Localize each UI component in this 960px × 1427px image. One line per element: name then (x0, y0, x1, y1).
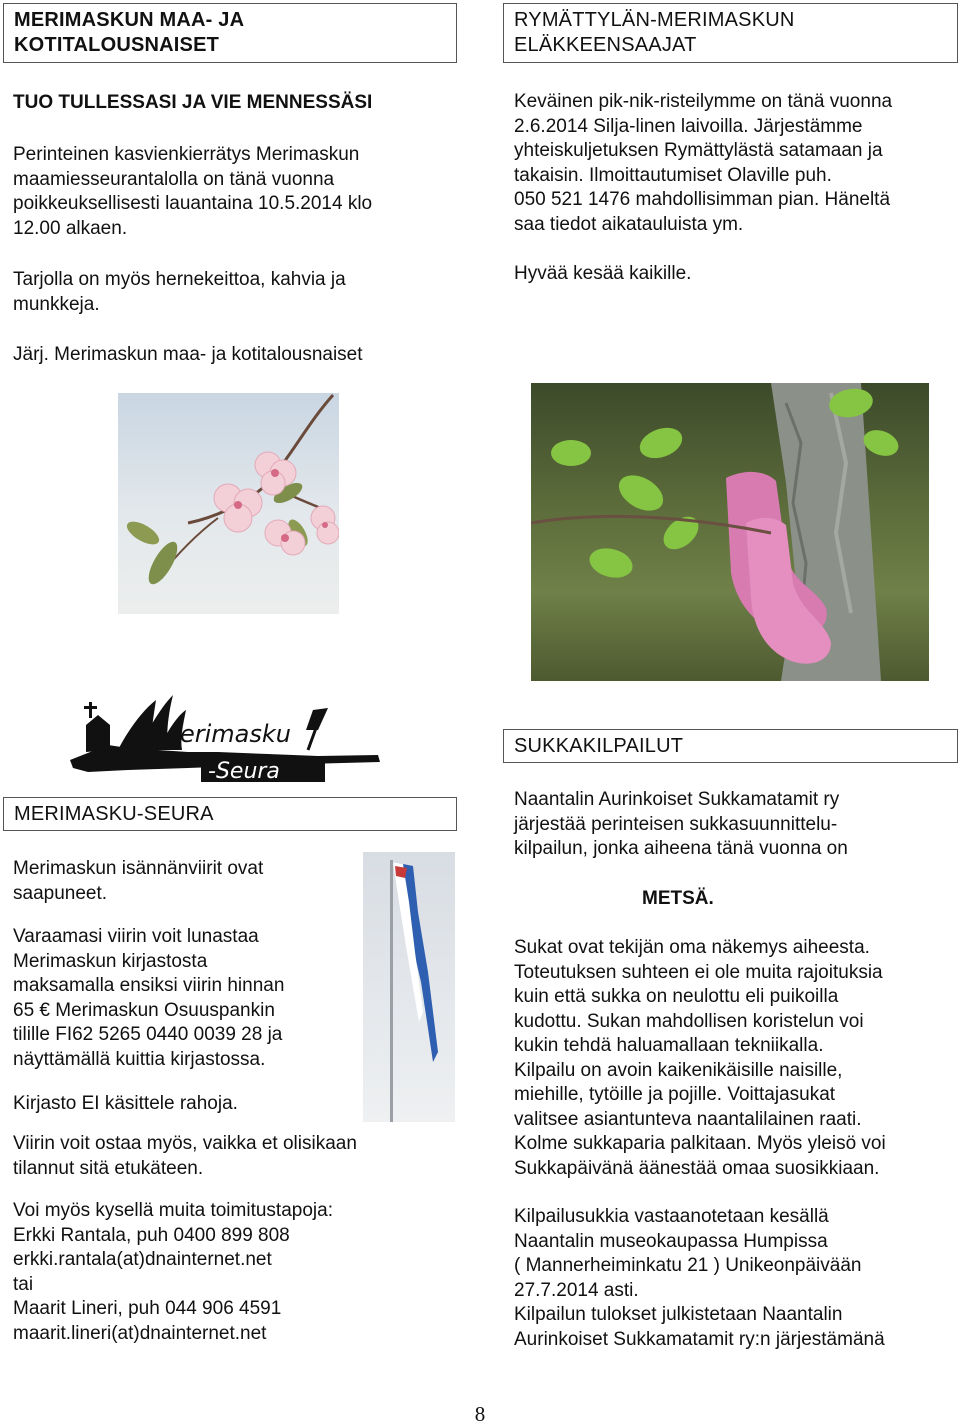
cherry-blossom-drawing (118, 393, 339, 614)
paragraph-tarjolla: Tarjolla on myös hernekeittoa, kahvia ja munkkeja. (13, 269, 346, 315)
paragraph-hyvaa-kesaa: Hyvää kesää kaikille. (514, 263, 692, 284)
email-link-erkki[interactable]: erkki.rantala(at)dnainternet.net (13, 1249, 272, 1270)
heading-line: MERIMASKU-SEURA (14, 803, 214, 825)
theme-metsa: METSÄ. (642, 888, 714, 909)
paragraph-risteily: Keväinen pik-nik-risteilymme on tänä vuonna 2.6.2014 Silja-linen laivoilla. Järjestämme yhteiskuljetuksen Rymättylästä satamaan ja takaisin. Ilmoittautumiset Olaville puh. 050 521 1476 mahdollisimman pian. Häneltä saa tiedot aikatauluista ym. (514, 91, 893, 235)
logo-text-top: erimasku (180, 720, 291, 748)
heading-line: SUKKAKILPAILUT (514, 735, 684, 757)
pennant-flag-image (363, 852, 455, 1122)
paragraph-kilpailusukkia: Kilpailusukkia vastaanotetaan kesällä Naantalin museokaupassa Humpissa ( Mannerheiminkatu 21 ) Unikeonpäivään 27.7.2014 asti. Kilpailun tulokset julkistetaan Naantalin Aurinkoiset Sukkamatamit ry:n järjestämänä (514, 1206, 885, 1350)
paragraph-isannanviirit: Merimaskun isännänviirit ovat saapuneet. (13, 858, 264, 904)
heading-line: ELÄKKEENSAAJAT (514, 34, 697, 56)
email-link-maarit[interactable]: maarit.lineri(at)dnainternet.net (13, 1322, 267, 1344)
heading-line: RYMÄTTYLÄN-MERIMASKUN (514, 9, 795, 31)
subheading-tuo-tullessasi: TUO TULLESSASI JA VIE MENNESSÄSI (13, 92, 373, 113)
knitted-socks-image (531, 383, 929, 681)
signature-jarj: Järj. Merimaskun maa- ja kotitalousnaiset (13, 344, 363, 365)
paragraph-contacts: Voi myös kysellä muita toimitustapoja: Erkki Rantala, puh 0400 899 808 erkki.rantala(at)dnainternet.net tai Maarit Lineri, puh 044 906 4591 maarit.lineri(at)dnainternet.net (13, 1199, 333, 1346)
merimasku-seura-logo (68, 690, 383, 785)
logo-text-bottom: -Seura (208, 759, 280, 784)
heading-sukkakilpailut (503, 729, 958, 763)
heading-line: MERIMASKUN MAA- JA (14, 9, 245, 31)
paragraph-sukat-ovat: Sukat ovat tekijän oma näkemys aiheesta. Toteutuksen suhteen ei ole muita rajoituksia kuin että sukka on neulottu eli puikoilla kudottu. Sukan mahdollisen koristelun voi kukin tehdä haluamallaan tekniikalla. Kilpailu on avoin kaikenikäisille naisille, miehille, tytöille ja pojille. Voittajasukat valitsee asiantunteva naantalilainen raati. Kolme sukkaparia palkitaan. Myös yleisö voi Sukkapäivänä äänestää omaa suosikkiaan. (514, 937, 886, 1179)
heading-elakkeensaajat (503, 3, 958, 63)
heading-line: KOTITALOUSNAISET (14, 34, 220, 56)
paragraph-viirin-voit: Viirin voit ostaa myös, vaikka et olisikaan tilannut sitä etukäteen. (13, 1133, 357, 1179)
cherry-blossom-image (118, 393, 339, 614)
heading-merimasku-seura (3, 797, 457, 831)
paragraph-kasvienkierratys: Perinteinen kasvienkierrätys Merimaskun maamiesseurantalolla on tänä vuonna poikkeuksellisesti lauantaina 10.5.2014 klo 12.00 alkaen. (13, 144, 373, 239)
heading-kotitalousnaiset (3, 3, 457, 63)
paragraph-kirjasto: Kirjasto EI käsittele rahoja. (13, 1093, 238, 1114)
page-number: 8 (474, 1402, 486, 1426)
paragraph-varaamasi: Varaamasi viirin voit lunastaa Merimaskun kirjastosta maksamalla ensiksi viirin hinnan 65 € Merimaskun Osuuspankin tilille FI62 5265 0440 0039 28 ja näyttämällä kuittia kirjastossa. (13, 926, 285, 1070)
paragraph-sukkamatamit: Naantalin Aurinkoiset Sukkamatamit ry järjestää perinteisen sukkasuunnittelu- kilpailun, jonka aiheena tänä vuonna on (514, 789, 848, 859)
